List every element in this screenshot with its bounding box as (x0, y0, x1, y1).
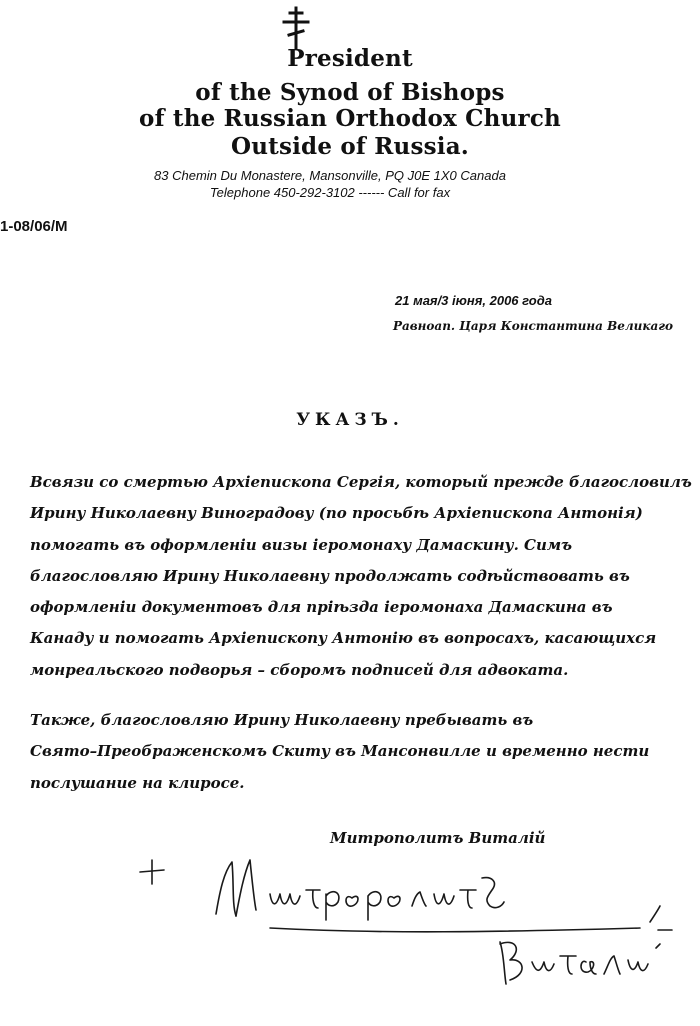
body-line: монреальского подворья – сборомъ подписей для адвоката. (30, 660, 569, 679)
letterhead-line-4: Outside of Russia. (230, 133, 469, 160)
body-line: оформленіи документовъ для пріѣзда іеромонаха Дамаскина въ (30, 598, 613, 617)
letterhead-line-1: President (287, 45, 413, 72)
body-line: Свято–Преображенскомъ Скиту въ Мансонвилле и временно нести (30, 742, 650, 761)
body-line: помогать въ оформленіи визы іеромонаху Дамаскину. Симъ (30, 535, 573, 554)
letterhead-line-2: of the Synod of Bishops (195, 79, 505, 106)
orthodox-cross-icon (276, 6, 316, 50)
reference-number: 1-08/06/M (0, 218, 68, 235)
body-line: Всвязи со смертью Архіепископа Сергія, который прежде благословилъ (30, 473, 692, 491)
body-line: Ирину Николаевну Виноградову (по просьбѣ Архіепископа Антонія) (30, 504, 643, 523)
body-line: послушание на клиросе. (30, 773, 245, 792)
document-title: УКАЗЪ. (296, 410, 404, 430)
letterhead-telephone: Telephone 450-292-3102 ------ Call for fax (209, 185, 451, 200)
letterhead-address: 83 Chemin Du Monastere, Mansonville, PQ J0E 1X0 Canada (154, 168, 506, 183)
signatory-name: Митрополитъ Виталій (330, 829, 546, 847)
body-line: Канаду и помогать Архіепископу Антонію въ вопросахъ, касающихся (30, 629, 657, 648)
feast-day: Равноап. Царя Константина Великаго (393, 319, 674, 333)
body-line: благословляю Ирину Николаевну продолжать содѣйствовать въ (30, 566, 630, 585)
letterhead-line-3: of the Russian Orthodox Church (139, 105, 561, 132)
document-date: 21 мая/3 іюня, 2006 года (395, 293, 552, 308)
body-paragraph-1 (30, 467, 692, 686)
body-paragraph-2 (30, 705, 660, 799)
handwritten-signature (120, 850, 680, 1020)
body-line: Также, благословляю Ирину Николаевну пребывать въ (30, 711, 534, 729)
